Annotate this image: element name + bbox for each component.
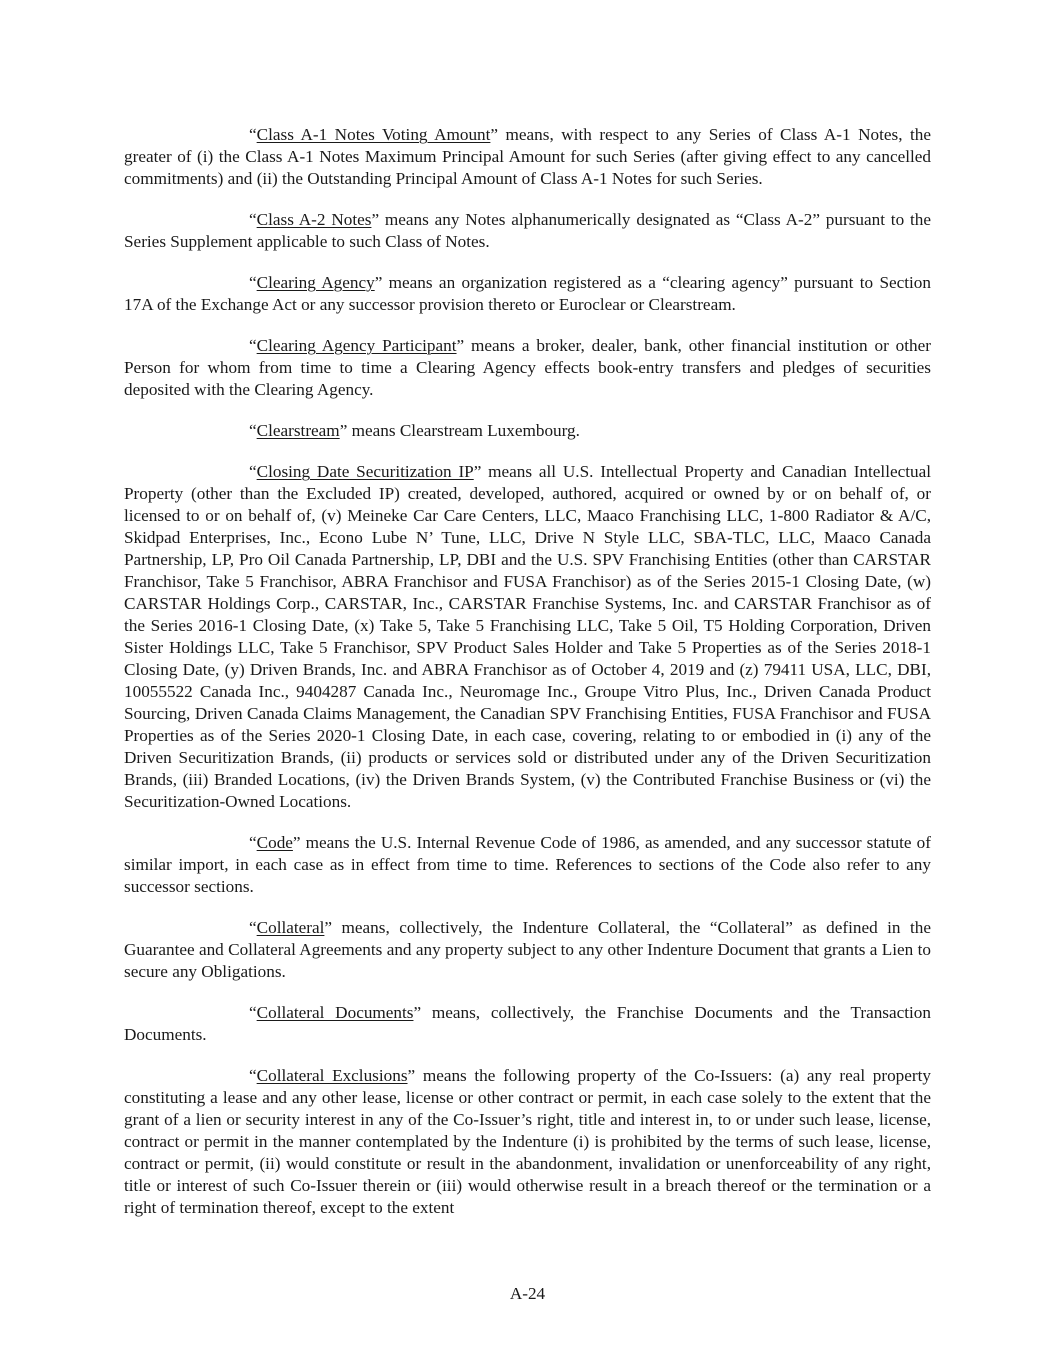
definition-text: means any Notes alphanumerically designated as “Class A-2” pursuant to the Series Supplement applicable to such Class of Notes. bbox=[124, 210, 932, 251]
defined-term: Class A-2 Notes bbox=[256, 210, 372, 229]
definition-collateral: “Collateral” means, collectively, the Indenture Collateral, the “Collateral” as defined in the Guarantee and Collateral Agreements and any property subject to any other Indenture Document that grants a Lien to secure any Obligations. bbox=[124, 918, 931, 981]
defined-term: Clearing Agency bbox=[256, 273, 375, 292]
defined-term: Class A-1 Notes Voting Amount bbox=[256, 125, 491, 144]
definition-clearing-agency-participant: “Clearing Agency Participant” means a broker, dealer, bank, other financial institution or other Person for whom from time to time a Clearing Agency effects book-entry transfers and pledges of securities deposited with the Clearing Agency. bbox=[124, 336, 931, 399]
defined-term: Collateral Documents bbox=[256, 1003, 414, 1022]
definition-collateral-exclusions: “Collateral Exclusions” means the following property of the Co-Issuers: (a) any real property constituting a lease and any other lease, license or other contract or permit, in each case solely to the extent that the grant of a lien or security interest in any of the Co-Issuer’s right, title and interest in, to or under such lease, license, contract or permit in the manner contemplated by the Indenture (i) is prohibited by the terms of such lease, license, contract or permit, (ii) would constitute or result in the abandonment, invalidation or unenforceability of any right, title or interest of such Co-Issuer therein or (iii) would otherwise result in a breach thereof or the termination or a right of termination thereof, except to the extent bbox=[124, 1066, 931, 1217]
page-number: A-24 bbox=[509, 1284, 546, 1303]
definition-code: “Code” means the U.S. Internal Revenue Code of 1986, as amended, and any successor statute of similar import, in each case as in effect from time to time. References to sections of the Code also refer to any successor sections. bbox=[124, 833, 931, 896]
document-body bbox=[124, 124, 931, 1238]
defined-term: Closing Date Securitization IP bbox=[256, 462, 474, 481]
definition-text: means the U.S. Internal Revenue Code of 1986, as amended, and any successor statute of similar import, in each case as in effect from time to time. References to sections of the Code also refer to any successor sections. bbox=[124, 833, 931, 896]
definition-clearing-agency: “Clearing Agency” means an organization registered as a “clearing agency” pursuant to Section 17A of the Exchange Act or any successor provision thereto or Euroclear or Clearstream. bbox=[124, 273, 931, 314]
definition-closing-date-securitization-ip: “Closing Date Securitization IP” means all U.S. Intellectual Property and Canadian Intellectual Property (other than the Excluded IP) created, developed, authored, acquired or owned by or on behalf of, or licensed to or on behalf of, (v) Meineke Car Care Centers, LLC, Maaco Franchising LLC, 1-800 Radiator & A/C, Skidpad Enterprises, Inc., Econo Lube N’ Tune, LLC, Drive N Style LLC, SBA-TLC, LLC, Maaco Canada Partnership, LP, Pro Oil Canada Partnership, LP, DBI and the U.S. SPV Franchising Entities (other than CARSTAR Franchisor, Take 5 Franchisor, ABRA Franchisor and FUSA Franchisor) as of the Series 2015-1 Closing Date, (w) CARSTAR Holdings Corp., CARSTAR, Inc., CARSTAR Franchise Systems, Inc. and CARSTAR Franchisor as of the Series 2016-1 Closing Date, (x) Take 5, Take 5 Franchising LLC, Take 5 Oil, T5 Holding Corporation, Driven Sister Holdings LLC, Take 5 Franchisor, SPV Product Sales Holder and Take 5 Properties as of the Series 2018-1 Closing Date, (y) Driven Brands, Inc. and ABRA Franchisor as of October 4, 2019 and (z) 79411 USA, LLC, DBI, 10055522 Canada Inc., 9404287 Canada Inc., Neuromage Inc., Groupe Vitro Plus, Inc., Driven Canada Product Sourcing, Driven Canada Claims Management, the Canadian SPV Franchising Entities, FUSA Franchisor and FUSA Properties as of the Series 2020-1 Closing Date, in each case, covering, relating to or embodied in (i) any of the Driven Securitization Brands, (ii) products or services sold or distributed under any of the Driven Securitization Brands, (iii) Branded Locations, (iv) the Driven Brands System, (v) the Contributed Franchise Business or (vi) the Securitization-Owned Locations. bbox=[124, 462, 931, 811]
definition-text: means a broker, dealer, bank, other financial institution or other Person for whom from time to time a Clearing Agency effects book-entry transfers and pledges of securities deposited with the Clearing Agency. bbox=[124, 336, 931, 399]
defined-term: Collateral Exclusions bbox=[256, 1066, 408, 1085]
definition-text: means, collectively, the Indenture Collateral, the “Collateral” as defined in the Guarantee and Collateral Agreements and any property subject to any other Indenture Document that grants a Lien to secure any Obligations. bbox=[124, 918, 931, 981]
defined-term: Collateral bbox=[256, 918, 325, 937]
definition-text: means all U.S. Intellectual Property and Canadian Intellectual Property (other than the Excluded IP) created, developed, authored, acquired or owned by or on behalf of, or licensed to or on behalf of, (v) Meineke Car Care Centers, LLC, Maaco Franchising LLC, 1-800 Radiator & A/C, Skidpad Enterprises, Inc., Econo Lube N’ Tune, LLC, Drive N Style LLC, SBA-TLC, LLC, Maaco Canada Partnership, LP, Pro Oil Canada Partnership, LP, DBI and the U.S. SPV Franchising Entities (other than CARSTAR Franchisor, Take 5 Franchisor, ABRA Franchisor and FUSA Franchisor) as of the Series 2015-1 Closing Date, (w) CARSTAR Holdings Corp., CARSTAR, Inc., CARSTAR Franchise Systems, Inc. and CARSTAR Franchisor as of the Series 2016-1 Closing Date, (x) Take 5, Take 5 Franchising LLC, Take 5 Oil, T5 Holding Corporation, Driven Sister Holdings LLC, Take 5 Franchisor, SPV Product Sales Holder and Take 5 Properties as of the Series 2018-1 Closing Date, (y) Driven Brands, Inc. and ABRA Franchisor as of October 4, 2019 and (z) 79411 USA, LLC, DBI, 10055522 Canada Inc., 9404287 Canada Inc., Neuromage Inc., Groupe Vitro Plus, Inc., Driven Canada Product Sourcing, Driven Canada Claims Management, the Canadian SPV Franchising Entities, FUSA Franchisor and FUSA Properties as of the Series 2020-1 Closing Date, in each case, covering, relating to or embodied in (i) any of the Driven Securitization Brands, (ii) products or services sold or distributed under any of the Driven Securitization Brands, (iii) Branded Locations, (iv) the Driven Brands System, (v) the Contributed Franchise Business or (vi) the Securitization-Owned Locations. bbox=[124, 462, 931, 811]
defined-term: Clearstream bbox=[256, 421, 340, 440]
definition-class-a2-notes: “Class A-2 Notes” means any Notes alphanumerically designated as “Class A-2” pursuant to the Series Supplement applicable to such Class of Notes. bbox=[124, 210, 932, 251]
definition-text: means, with respect to any Series of Class A-1 Notes, the greater of (i) the Class A-1 Notes Maximum Principal Amount for such Series (after giving effect to any cancelled commitments) and (ii) the Outstanding Principal Amount of Class A-1 Notes for such Series. bbox=[124, 125, 931, 188]
definition-text: means the following property of the Co-Issuers: (a) any real property constituting a lease and any other lease, license or other contract or permit, in each case solely to the extent that the grant of a lien or security interest in any of the Co-Issuer’s right, title and interest in, to or under such lease, license, contract or permit in the manner contemplated by the Indenture (i) is prohibited by the terms of such lease, license, contract or permit, (ii) would constitute or result in the abandonment, invalidation or unenforceability of any right, title or interest of such Co-Issuer therein or (iii) would otherwise result in a breach thereof or the termination or a right of termination thereof, except to the extent bbox=[124, 1066, 931, 1217]
definition-text: means an organization registered as a “clearing agency” pursuant to Section 17A of the Exchange Act or any successor provision thereto or Euroclear or Clearstream. bbox=[124, 273, 931, 314]
defined-term: Clearing Agency Participant bbox=[256, 336, 457, 355]
definition-collateral-documents: “Collateral Documents” means, collectively, the Franchise Documents and the Transaction Documents. bbox=[124, 1003, 931, 1044]
definition-class-a1-notes-voting-amount: “Class A-1 Notes Voting Amount” means, with respect to any Series of Class A-1 Notes, the greater of (i) the Class A-1 Notes Maximum Principal Amount for such Series (after giving effect to any cancelled commitments) and (ii) the Outstanding Principal Amount of Class A-1 Notes for such Series. bbox=[124, 125, 931, 188]
definition-text: means, collectively, the Franchise Documents and the Transaction Documents. bbox=[124, 1003, 931, 1044]
definition-text: means Clearstream Luxembourg. bbox=[347, 421, 580, 440]
definition-clearstream: “Clearstream” means Clearstream Luxembourg. bbox=[249, 421, 580, 440]
defined-term: Code bbox=[256, 833, 293, 852]
